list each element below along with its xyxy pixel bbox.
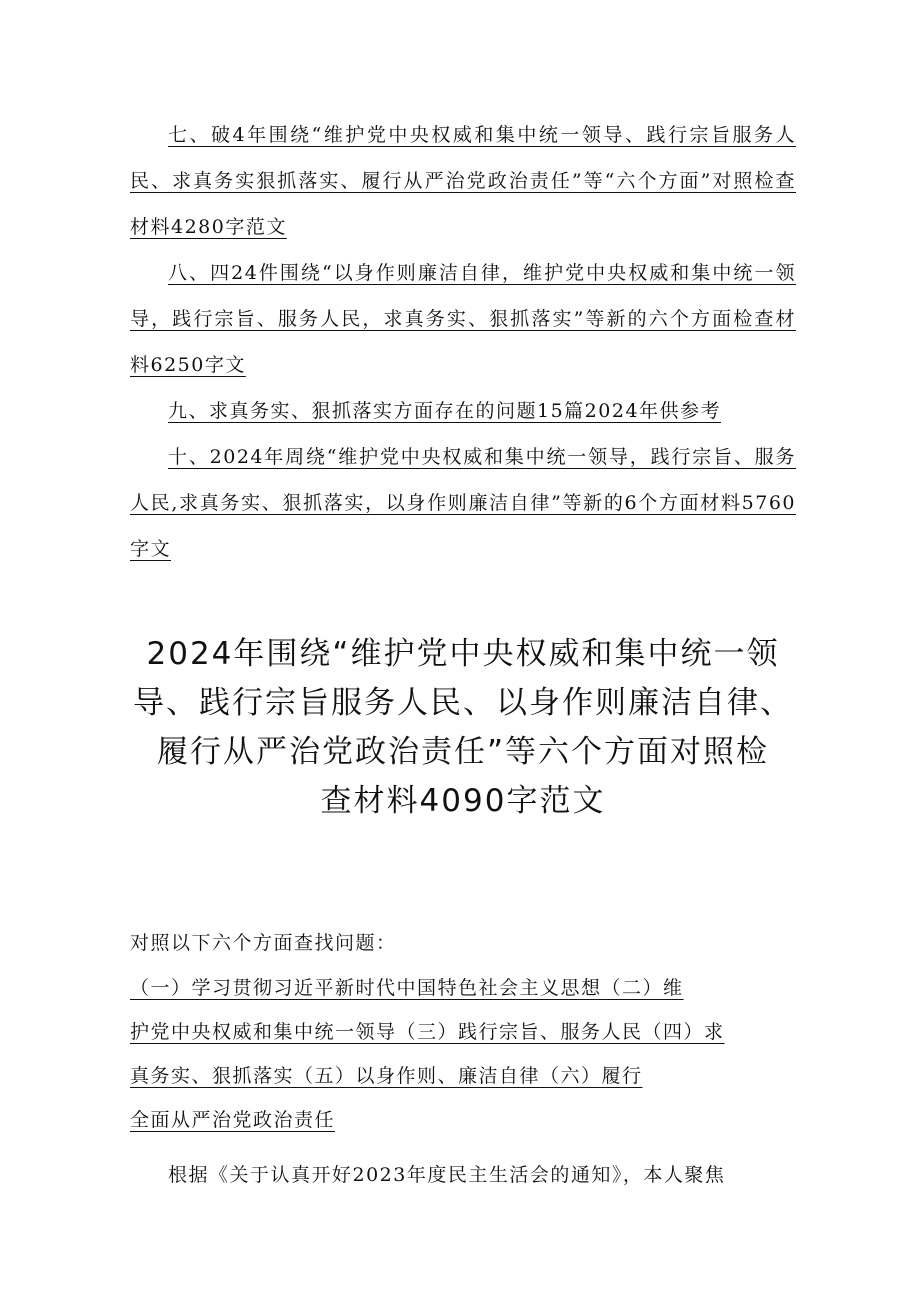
toc-item-label[interactable]: 十、2024年周绕“维护党中央权威和集中统一领导，践行宗旨、服务人民,求真务实、狠抓落实，以身作则廉洁自律”等新的6个方面材料5760字文 xyxy=(130,446,796,560)
basis-paragraph: 根据《关于认真开好2023年度民主生活会的通知》，本人聚焦 xyxy=(168,1164,726,1186)
title-line: 2024年围绕“维护党中央权威和集中统一领 xyxy=(146,636,780,672)
aspects-line: （一）学习贯彻习近平新时代中国特色社会主义思想（二）维 xyxy=(130,977,684,999)
title-line: 履行从严治党政治责任”等六个方面对照检 xyxy=(156,734,770,770)
six-aspects-paragraph xyxy=(130,966,796,1142)
document-body xyxy=(130,920,796,1198)
title-line: 查材料4090字范文 xyxy=(320,783,606,819)
toc-item-label[interactable]: 八、四24件围绕“以身作则廉洁自律，维护党中央权威和集中统一领导，践行宗旨、服务人民，求真务实、狠抓落实”等新的六个方面检查材料6250字文 xyxy=(130,262,796,376)
toc-item-label[interactable]: 七、破4年围绕“维护党中央权威和集中统一领导、践行宗旨服务人民、求真务实狠抓落实、履行从严治党政治责任”等“六个方面”对照检查材料4280字范文 xyxy=(130,124,796,238)
toc-item[interactable] xyxy=(130,434,796,572)
table-of-contents xyxy=(130,112,796,572)
toc-item-label[interactable]: 九、求真务实、狠抓落实方面存在的问题15篇2024年供参考 xyxy=(168,400,722,422)
intro-paragraph: 对照以下六个方面查找问题： xyxy=(130,932,397,954)
aspects-line: 护党中央权威和集中统一领导（三）践行宗旨、服务人民（四）求 xyxy=(130,1021,725,1043)
toc-item[interactable] xyxy=(130,112,796,250)
toc-item[interactable] xyxy=(130,388,796,434)
document-title xyxy=(130,630,796,826)
aspects-line: 全面从严治党政治责任 xyxy=(130,1109,336,1131)
aspects-line: 真务实、狠抓落实（五）以身作则、廉洁自律（六）履行 xyxy=(130,1065,643,1087)
title-line: 导、践行宗旨服务人民、以身作则廉洁自律、 xyxy=(133,685,793,721)
toc-item[interactable] xyxy=(130,250,796,388)
